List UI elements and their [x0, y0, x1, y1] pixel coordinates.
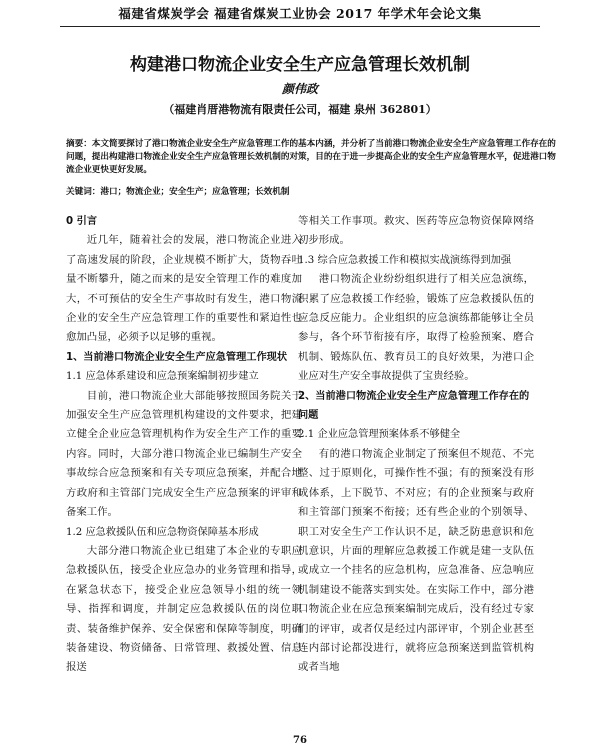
section-heading: 1、当前港口物流企业安全生产应急管理工作现状 [66, 351, 288, 363]
keywords: 关键词：港口；物流企业；安全生产；应急管理；长效机制 [66, 187, 290, 197]
page-number: 76 [293, 735, 307, 746]
article-affiliation: （福建肖厝港物流有限责任公司，福建 泉州 362801） [163, 103, 437, 116]
section-heading: 0 引言 [66, 216, 98, 227]
subsection-heading: 1.1 应急体系建设和应急预案编制初步建立 [66, 371, 259, 383]
article-author: 颜伟政 [281, 82, 318, 96]
subsection-heading: 1.3 综合应急救援工作和模拟实战演练得到加强 [298, 254, 512, 266]
paragraph: 有的港口物流企业制定了预案但不规范、不完整、过于原则化，可操作性不强；有的预案没有形成体系，上下脱节、不对应；有的企业预案与政府和主管部门预案不衔接；还有些企业的个别领导、职工对安全生产工作认识不足，缺乏防患意识和危机意识，片面的理解应急救援工作就是建一支队伍或成立一个挂名的应急机构，应急准备、应急响应机制建设不能落实到实处。在实际工作中，部分港口物流企业在应急预案编制完成后，没有经过专家们的评审，或者仅是经过内部评审，个别企业甚至连内部讨论都没进行，就将应急预案送到监管机构或者当地 [298, 447, 534, 674]
paragraph-continued: 等相关工作事项。救灾、医药等应急物资保障网络初步形成。 [298, 215, 534, 247]
section-heading: 2、当前港口物流企业安全生产应急管理工作存在的问题 [298, 390, 530, 422]
paragraph: 港口物流企业纷纷组织进行了相关应急演练，积累了应急救援工作经验，锻炼了应急救援队伍的应急反应能力。企业组织的应急演练都能够让全员参与，各个环节衔接有序，取得了检验预案、磨合机制、锻炼队伍、教育员工的良好效果，为港口企业应对生产安全事故提供了宝贵经验。 [298, 273, 534, 383]
article-title: 构建港口物流企业安全生产应急管理长效机制 [130, 55, 470, 75]
paragraph: 目前，港口物流企业大部能够按照国务院关于加强安全生产应急管理机构建设的文件要求，把建立健全企业应急管理机构作为安全生产工作的重要内容。同时，大部分港口物流企业已编制生产安全事故综合应急预案和有关专项应急预案，并配合地方政府和主管部门完成安全生产应急预案的评审和备案工作。 [66, 389, 302, 519]
abstract: 摘要：本文简要探讨了港口物流企业安全生产应急管理工作的基本内涵，并分析了当前港口物流企业安全生产应急管理工作存在的问题，提出构建港口物流企业安全生产应急管理长效机制的对策，目的在于进一步提高企业的安全生产应急管理水平，促进港口物流企业更快更好发展。 [66, 139, 556, 175]
paragraph: 大部分港口物流企业已组建了本企业的专职应急救援队伍，接受企业应急办的业务管理和指导，在紧急状态下，接受企业应急领导小组的统一领导、指挥和调度，并制定应急救援队伍的岗位职责、装备维护保养、安全保密和保障等制度，明确装备建设、物资储备、日常管理、救援处置、信息报送 [66, 544, 302, 674]
body-column-left [66, 212, 302, 678]
paragraph: 近几年，随着社会的发展，港口物流企业进入了高速发展的阶段，企业规模不断扩大，货物吞吐量不断攀升，随之而来的是安全管理工作的难度加大，不可预估的安全生产事故时有发生，港口物流企业的安全生产应急管理工作的重要性和紧迫性也愈加凸显，必须予以足够的重视。 [66, 234, 302, 344]
subsection-heading: 2.1 企业应急管理预案体系不够健全 [298, 429, 461, 441]
running-header: 福建省煤炭学会 福建省煤炭工业协会 2017 年学术年会论文集 [60, 4, 540, 27]
body-column-right [298, 212, 534, 678]
subsection-heading: 1.2 应急救援队伍和应急物资保障基本形成 [66, 526, 259, 538]
